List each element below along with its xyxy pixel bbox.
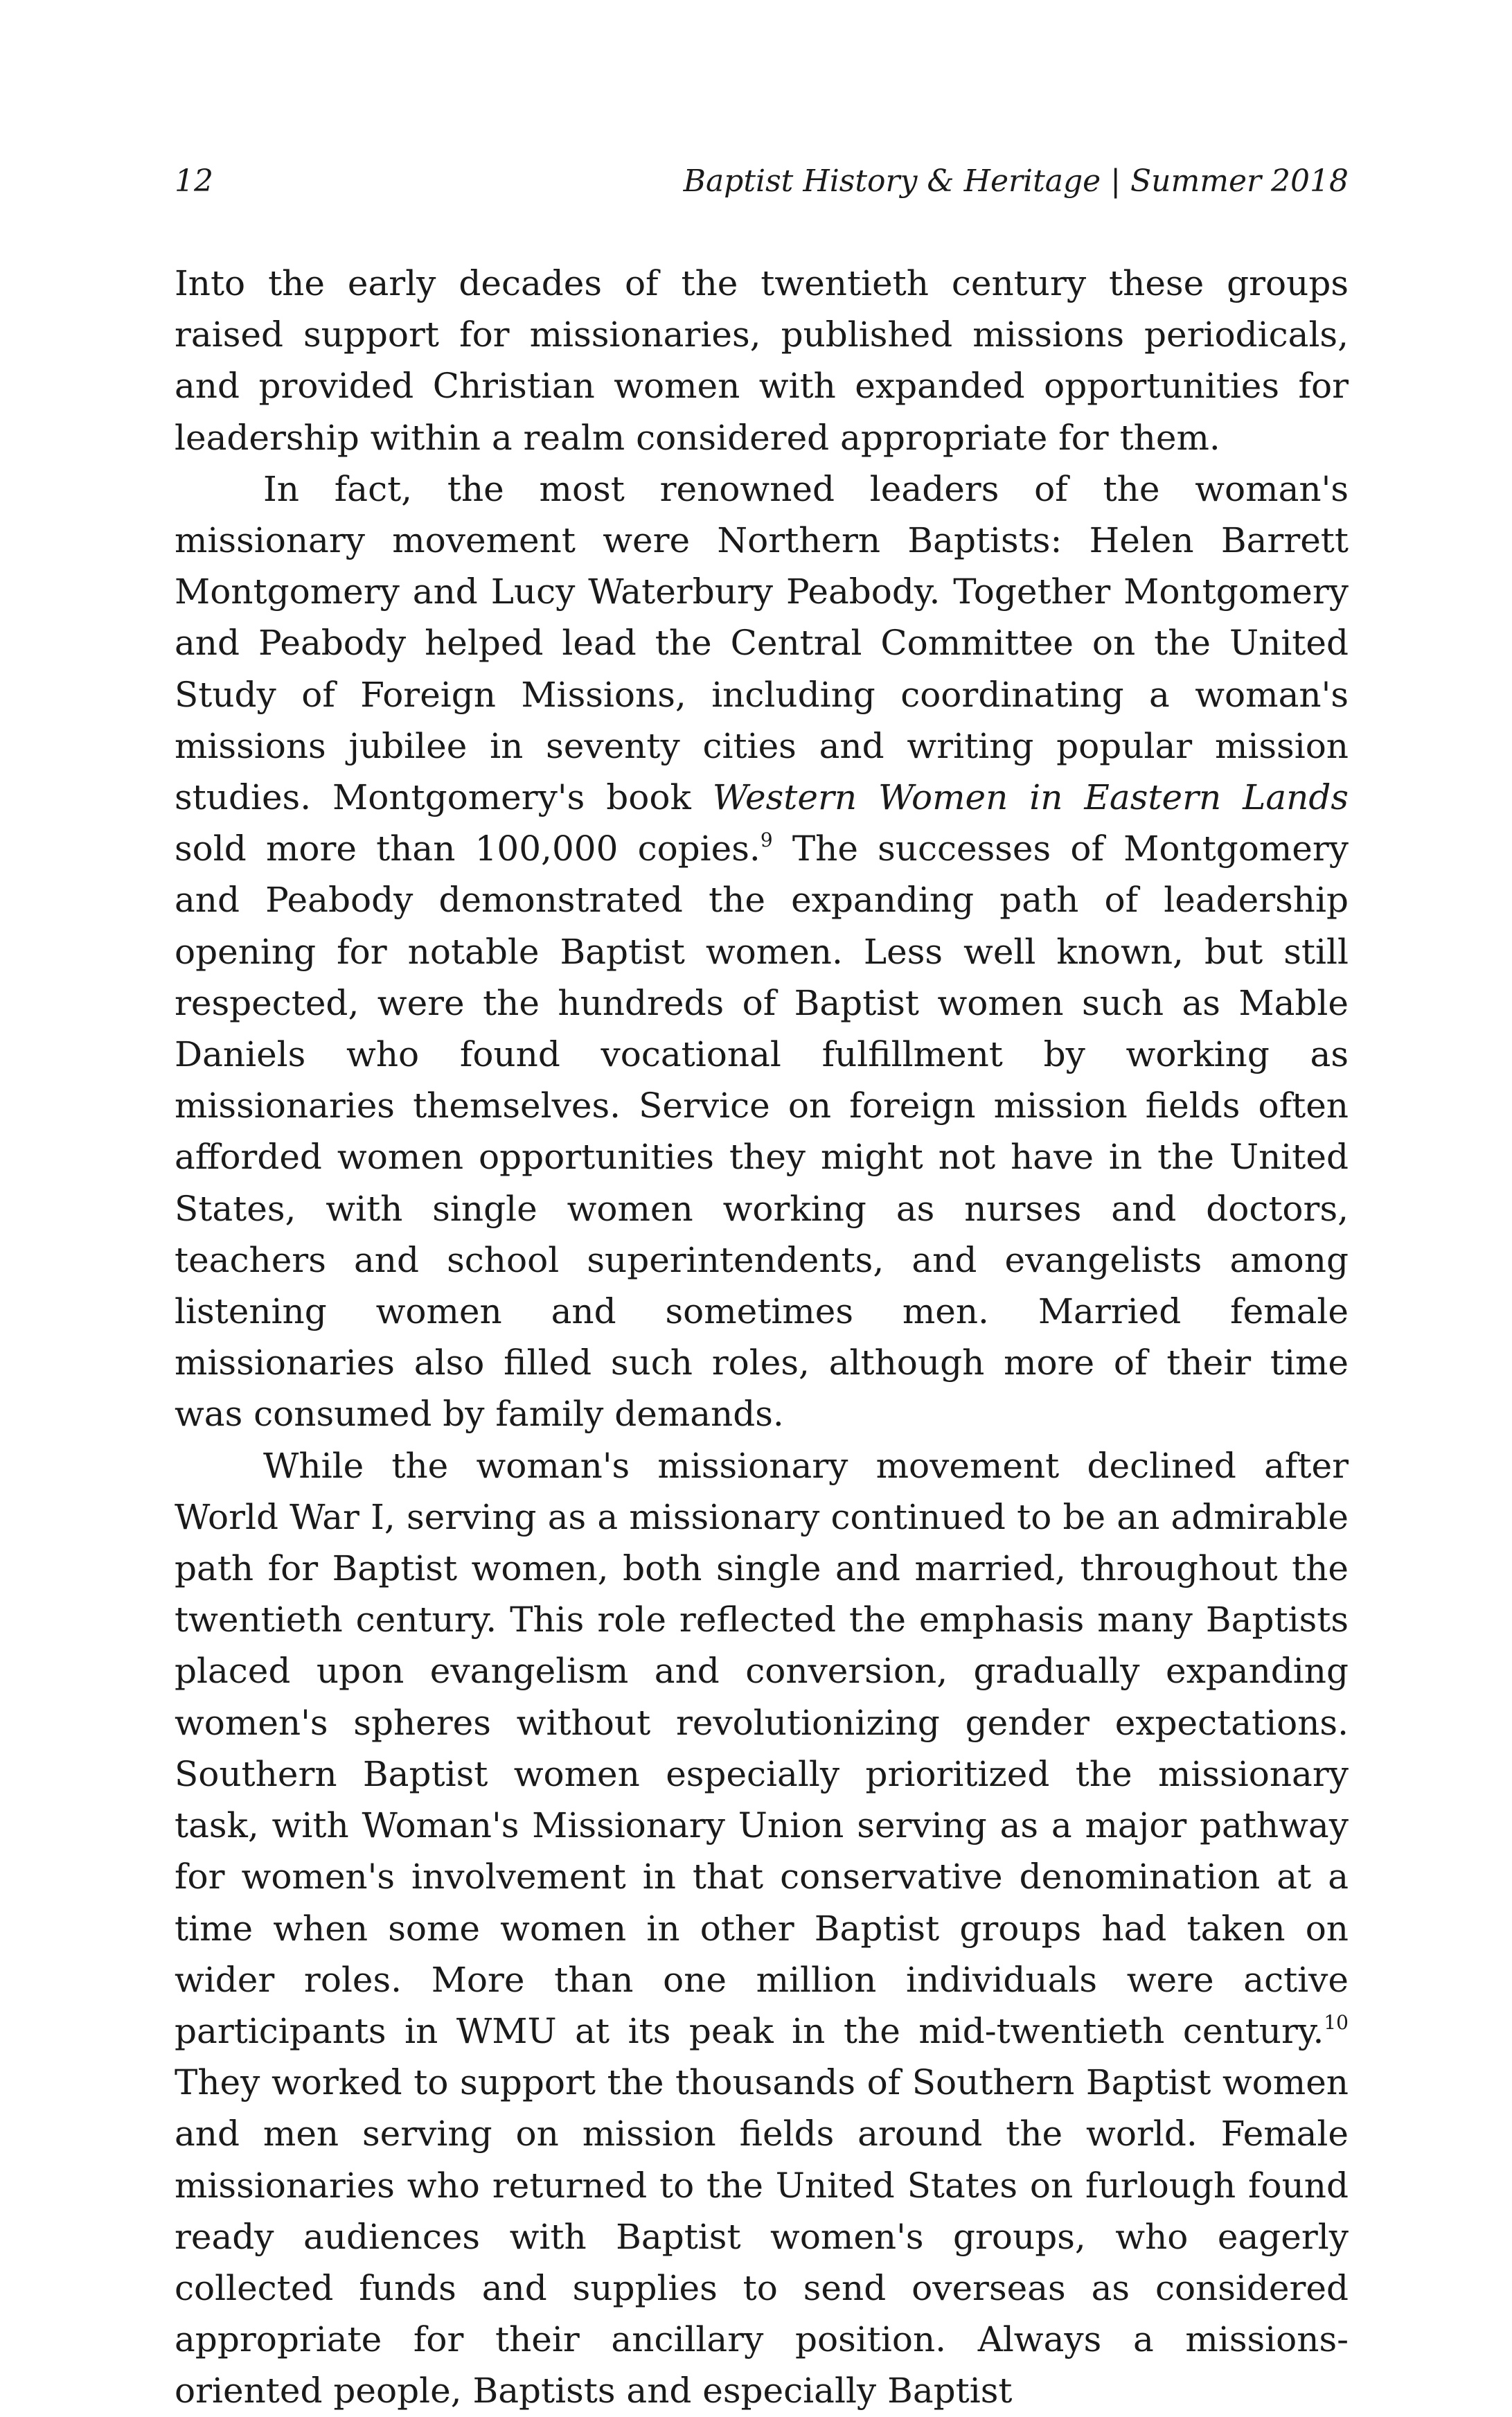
paragraph-2-text-a: In fact, the most renowned leaders of the woman's missionary movement were Northern Baptists: Helen Barrett Montgomery and Lucy Waterbury Peabody. Together Montgomery and Peabody helped lead the Central Committee on the United Study of Foreign Missions, including coordinating a woman's missions jubilee in seventy cities and writing popular mission studies. Montgomery's book bbox=[175, 468, 1349, 818]
issue-label: Summer 2018 bbox=[1130, 163, 1349, 199]
footnote-marker-9: 9 bbox=[760, 829, 773, 852]
journal-title: Baptist History & Heritage bbox=[683, 163, 1101, 199]
page-number: 12 bbox=[175, 163, 213, 199]
paragraph-3-text-b: They worked to support the thousands of Southern Baptist women and men serving on mission fields around the world. Female missionaries who returned to the United States on furlough found ready audiences with Baptist women's groups, who eagerly collected funds and supplies to send overseas as considered appropriate for their ancillary position. Always a missions-oriented people, Baptists and especially Baptist bbox=[175, 2062, 1349, 2411]
paragraph-1 bbox=[175, 258, 1349, 463]
paragraph-2-text-c: The successes of Montgomery and Peabody demonstrated the expanding path of leadership opening for notable Baptist women. Less well known, but still respected, were the hundreds of Baptist women such as Mable Daniels who found vocational fulfillment by working as missionaries themselves. Service on foreign mission fields often afforded women opportunities they might not have in the United States, with single women working as nurses and doctors, teachers and school superintendents, and evangelists among listening women and sometimes men. Married female missionaries also filled such roles, although more of their time was consumed by family demands. bbox=[175, 829, 1349, 1435]
footnote-marker-10: 10 bbox=[1324, 2010, 1349, 2034]
header-separator: | bbox=[1110, 163, 1121, 199]
paragraph-3-text-a: While the woman's missionary movement declined after World War I, serving as a missionary continued to be an admirable path for Baptist women, both single and married, throughout the twentieth century. This role reflected the emphasis many Baptists placed upon evangelism and conversion, gradually expanding women's spheres without revolutionizing gender expectations. Southern Baptist women especially prioritized the missionary task, with Woman's Missionary Union serving as a major pathway for women's involvement in that conservative denomination at a time when some women in other Baptist groups had taken on wider roles. More than one million individuals were active participants in WMU at its peak in the mid-twentieth century. bbox=[175, 1445, 1349, 2051]
paragraph-1-text: Into the early decades of the twentieth century these groups raised support for missionaries, published missions periodicals, and provided Christian women with expanded opportunities for leadership within a realm considered appropriate for them. bbox=[175, 263, 1349, 458]
book-title: Western Women in Eastern Lands bbox=[712, 777, 1349, 818]
paragraph-2 bbox=[175, 463, 1349, 1440]
paragraph-3 bbox=[175, 1440, 1349, 2417]
article-body bbox=[175, 258, 1349, 2417]
journal-info bbox=[684, 163, 1349, 199]
running-head bbox=[175, 163, 1349, 212]
paragraph-2-text-b: sold more than 100,000 copies. bbox=[175, 829, 761, 869]
